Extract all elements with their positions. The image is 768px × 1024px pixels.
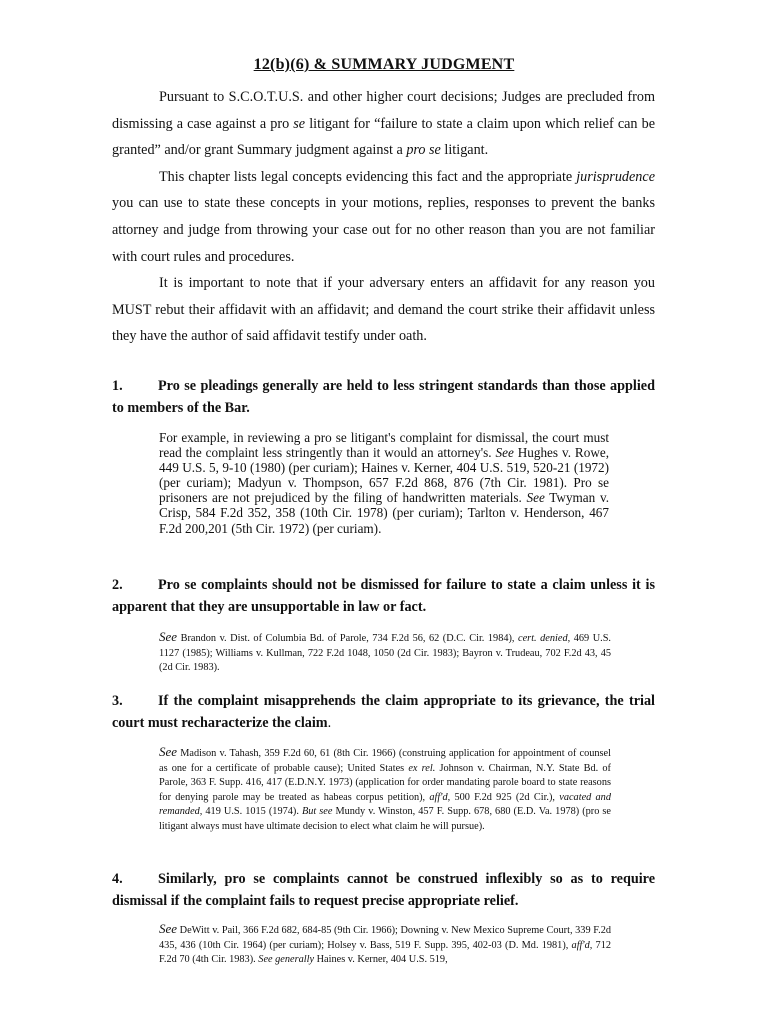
see-signal: See xyxy=(159,629,178,644)
italic-run: See generally xyxy=(258,954,315,966)
text-run: Johnson v. Chairman, N.Y. State Bd. of Parole, 363 F. Supp. 416, 417 (E.D.N.Y. 1973) (application for order mandating parole board to state reasons for denying parole may be treated as habeas corpus petition), xyxy=(159,762,611,803)
section-1-quote xyxy=(159,430,609,536)
italic-run: ex rel. xyxy=(408,762,436,774)
intro-paragraph-2 xyxy=(112,164,655,270)
italic-run: se xyxy=(293,115,306,132)
text-run: This chapter lists legal concepts evidencing this fact and the appropriate xyxy=(159,168,577,185)
text-run: Pursuant to S.C.O.T.U.S. and other higher court decisions; Judges are precluded from dismissing a case against a pro xyxy=(112,89,655,132)
page-title: 12(b)(6) & SUMMARY JUDGMENT xyxy=(253,56,515,73)
section-4-citation xyxy=(159,922,611,968)
section-heading-text: Pro se complaints should not be dismissed for failure to state a claim unless it is apparent that they are unsupportable in law or fact. xyxy=(112,577,655,615)
section-2-citation xyxy=(159,630,611,676)
section-3-citation xyxy=(159,745,611,835)
section-heading-text: Pro se pleadings generally are held to less stringent standards than those applied to members of the Bar. xyxy=(112,378,655,416)
text-run: litigant for “failure to state a claim upon which relief can be granted” and/or grant Summary judgment against a xyxy=(112,115,655,159)
text-run: litigant. xyxy=(440,142,489,159)
text-run: Mundy v. Winston, 457 F. Supp. 678, 680 (E.D. Va. 1978) (pro se litigant always must have ultimate decision to elect what claim he will pursue). xyxy=(159,806,611,832)
section-number: 4. xyxy=(112,871,123,887)
text-run: For example, in reviewing a pro se litigant's complaint for dismissal, the court must read the complaint less stringently than it would an attorney's. xyxy=(159,430,609,461)
section-heading-text: If the complaint misapprehends the claim appropriate to its grievance, the trial court must recharacterize the claim xyxy=(112,693,655,731)
intro-paragraph-1 xyxy=(112,84,655,164)
section-3-heading xyxy=(112,690,655,734)
see-signal: See xyxy=(159,744,178,759)
intro-paragraph-3: It is important to note that if your adversary enters an affidavit for any reason you MUST rebut their affidavit with an affidavit; and demand the court strike their affidavit unless they have the author of said affidavit testify under oath. xyxy=(112,275,655,345)
text-run: Brandon v. Dist. of Columbia Bd. of Parole, 734 F.2d 56, 62 (D.C. Cir. 1984), xyxy=(177,633,519,644)
section-4-heading xyxy=(112,868,655,912)
italic-run: aff'd, xyxy=(571,939,593,951)
text-run: 712 F.2d 70 (4th Cir. 1983). xyxy=(159,939,611,966)
section-number: 1. xyxy=(112,378,123,394)
text-run: Haines v. Kerner, 404 U.S. 519, xyxy=(314,954,448,966)
section-1-heading xyxy=(112,375,655,419)
italic-run: But see xyxy=(301,806,333,818)
section-number: 3. xyxy=(112,693,123,709)
text-run: 419 U.S. 1015 (1974). xyxy=(202,806,302,818)
text-run: you can use to state these concepts in your motions, replies, responses to prevent the banks attorney and judge from throwing your case out for no other reason than you are not familiar with court rules and procedures. xyxy=(112,195,655,265)
italic-run: cert. denied, xyxy=(518,633,571,644)
text-run: Madison v. Tahash, 359 F.2d 60, 61 (8th Cir. 1966) (construing application for appointment of counsel as one for a certificate of probable cause); United States xyxy=(159,748,611,774)
italic-run: See xyxy=(526,490,545,506)
italic-run: jurisprudence xyxy=(576,168,655,185)
italic-run: pro se xyxy=(406,142,441,159)
italic-run: aff'd, xyxy=(429,791,451,803)
see-signal: See xyxy=(159,921,178,936)
italic-run: See xyxy=(495,445,514,461)
section-2-heading xyxy=(112,574,655,618)
text-run: Hughes v. Rowe, 449 U.S. 5, 9-10 (1980) (per curiam); Haines v. Kerner, 404 U.S. 519, 520-21 (1972) (per curiam); Madyun v. Thompson, 657 F.2d 868, 876 (7th Cir. 1981). Pro se prisoners are not prejudiced by the filing of handwritten materials. xyxy=(159,445,609,506)
text-run: 469 U.S. 1127 (1985); Williams v. Kullman, 722 F.2d 1048, 1050 (2d Cir. 1983); Bayron v. Trudeau, 702 F.2d 43, 45 (2d Cir. 1983). xyxy=(159,633,612,674)
text-run: DeWitt v. Pail, 366 F.2d 682, 684-85 (9th Cir. 1966); Downing v. New Mexico Supreme Court, 339 F.2d 435, 436 (10th Cir. 1964) (per curiam); Holsey v. Bass, 519 F. Supp. 395, 402-03 (D. Md. 1981), xyxy=(159,925,611,951)
text-run: 500 F.2d 925 (2d Cir.), xyxy=(450,791,560,803)
section-number: 2. xyxy=(112,577,123,593)
section-heading-text: Similarly, pro se complaints cannot be construed inflexibly so as to require dismissal if the complaint fails to request precise appropriate relief. xyxy=(112,871,655,909)
intro-text xyxy=(112,84,655,350)
heading-period: . xyxy=(327,715,332,731)
text-run: Twyman v. Crisp, 584 F.2d 352, 358 (10th Cir. 1978) (per curiam); Tarlton v. Henderson, 467 F.2d 200,201 (5th Cir. 1972) (per curiam). xyxy=(159,490,609,536)
italic-run: vacated and remanded, xyxy=(159,791,611,818)
